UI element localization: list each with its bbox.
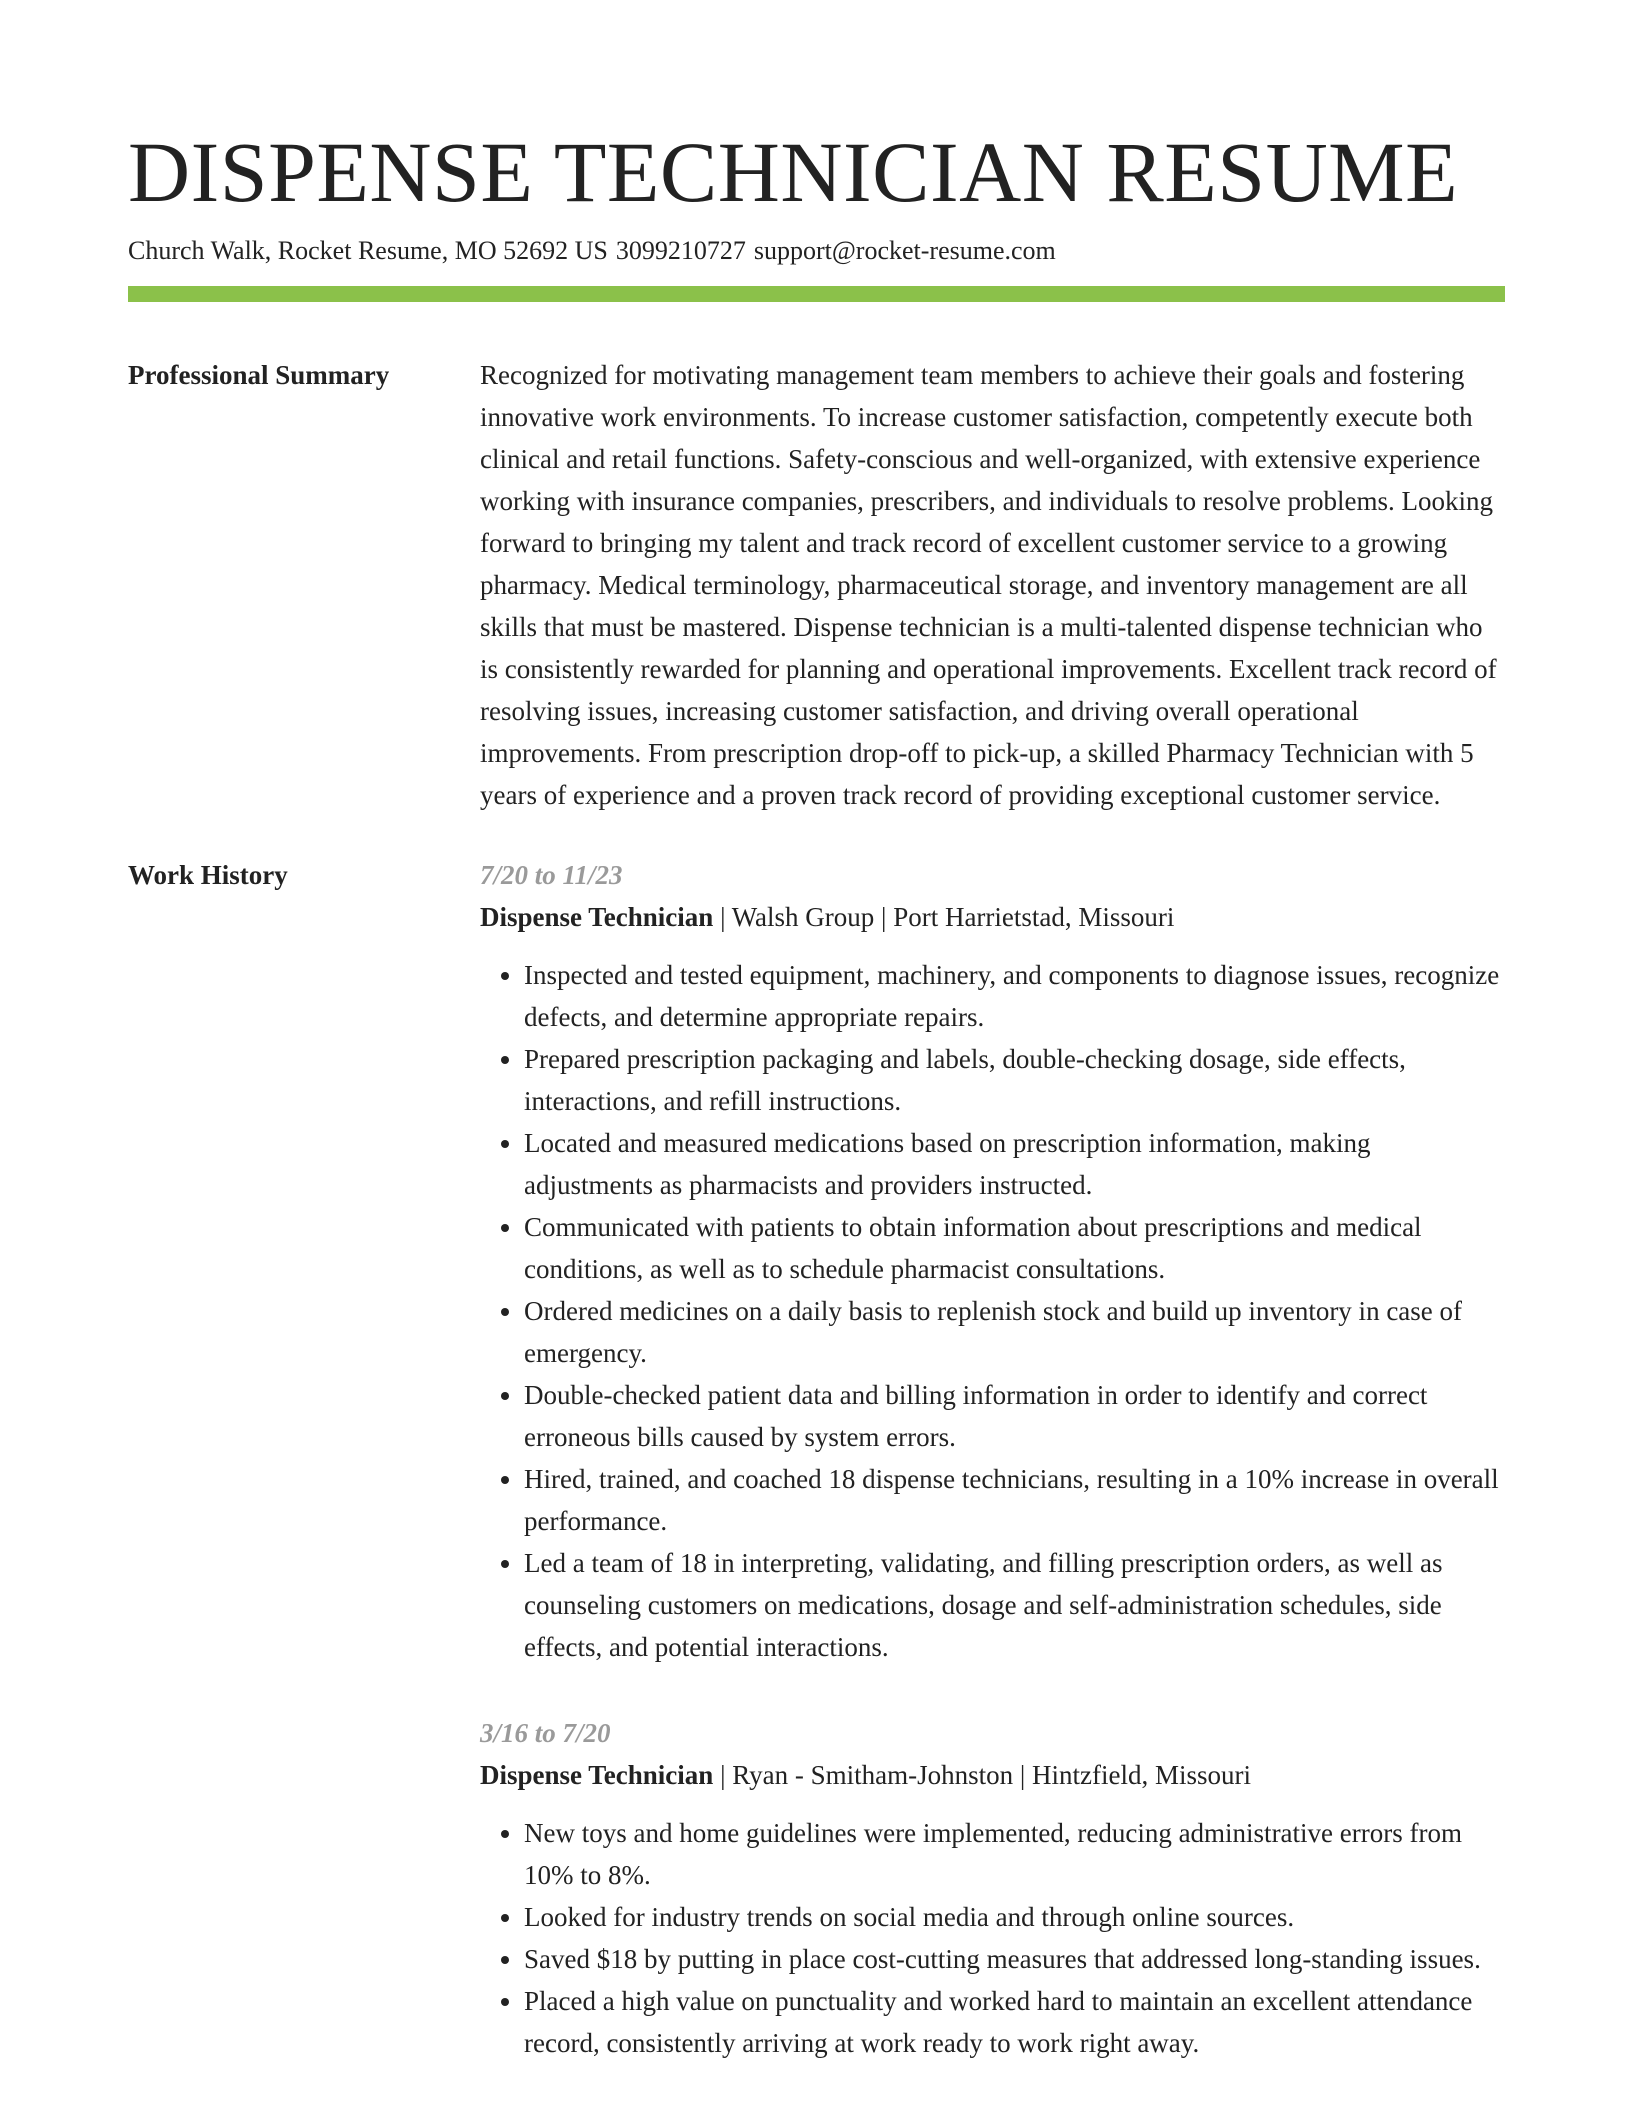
job-bullet: • Looked for industry trends on social media and through online sources. [524, 1896, 1505, 1938]
job-heading [480, 1754, 1505, 1796]
contact-email: support@rocket-resume.com [753, 236, 1056, 265]
section-label-work-history: Work History [128, 860, 288, 890]
job-bullet: • Hired, trained, and coached 18 dispense technicians, resulting in a 10% increase in overall performance. [524, 1458, 1505, 1542]
contact-line [128, 234, 1505, 268]
contact-phone: 3099210727 [615, 236, 746, 265]
work-history-section [128, 854, 1505, 2108]
job-title: Dispense Technician [480, 902, 714, 932]
job-bullet: • Prepared prescription packaging and labels, double-checking dosage, side effects, interactions, and refill instructions. [524, 1038, 1505, 1122]
summary-text: Recognized for motivating management team members to achieve their goals and fostering innovative work environments. To increase customer satisfaction, competently execute both clinical and retail functions. Safety-conscious and well-organized, with extensive experience working with insurance companies, prescribers, and individuals to resolve problems. Looking forward to bringing my talent and track record of excellent customer service to a growing pharmacy. Medical terminology, pharmaceutical storage, and inventory management are all skills that must be mastered. Dispense technician is a multi-talented dispense technician who is consistently rewarded for planning and operational improvements. Excellent track record of resolving issues, increasing customer satisfaction, and driving overall operational improvements. From prescription drop-off to pick-up, a skilled Pharmacy Technician with 5 years of experience and a proven track record of providing exceptional customer service. [480, 360, 1497, 810]
job-bullet-list [480, 1812, 1505, 2064]
job-details: | Ryan - Smitham-Johnston | Hintzfield, Missouri [713, 1760, 1252, 1790]
job-details: | Walsh Group | Port Harrietstad, Missouri [713, 902, 1175, 932]
job-bullet: • New toys and home guidelines were implemented, reducing administrative errors from 10% to 8%. [524, 1812, 1505, 1896]
job-bullet-list [480, 954, 1505, 1668]
job-heading [480, 896, 1505, 938]
job-bullet: • Placed a high value on punctuality and worked hard to maintain an excellent attendance record, consistently arriving at work ready to work right away. [524, 1980, 1505, 2064]
job-dates: 3/16 to 7/20 [480, 1718, 611, 1748]
job-bullet: • Saved $18 by putting in place cost-cutting measures that addressed long-standing issues. [524, 1938, 1505, 1980]
job-bullet: • Located and measured medications based on prescription information, making adjustments as pharmacists and providers instructed. [524, 1122, 1505, 1206]
contact-address: Church Walk, Rocket Resume, MO 52692 US [128, 236, 608, 265]
professional-summary-section [128, 354, 1505, 816]
job-entry [480, 854, 1505, 1668]
job-entry [480, 1712, 1505, 2064]
header-divider [128, 286, 1505, 302]
work-history-body [480, 854, 1505, 2108]
summary-body [480, 354, 1505, 816]
job-dates: 7/20 to 11/23 [480, 860, 623, 890]
job-title: Dispense Technician [480, 1760, 714, 1790]
job-bullet: • Ordered medicines on a daily basis to replenish stock and build up inventory in case of emergency. [524, 1290, 1505, 1374]
job-bullet: • Double-checked patient data and billing information in order to identify and correct erroneous bills caused by system errors. [524, 1374, 1505, 1458]
job-bullet: • Communicated with patients to obtain information about prescriptions and medical conditions, as well as to schedule pharmacist consultations. [524, 1206, 1505, 1290]
resume-page [128, 122, 1505, 2108]
resume-title: DISPENSE TECHNICIAN RESUME [128, 124, 1459, 220]
job-bullet: • Inspected and tested equipment, machinery, and components to diagnose issues, recognize defects, and determine appropriate repairs. [524, 954, 1505, 1038]
section-label-summary: Professional Summary [128, 360, 390, 390]
job-bullet: • Led a team of 18 in interpreting, validating, and filling prescription orders, as well as counseling customers on medications, dosage and self-administration schedules, side effects, and potential interactions. [524, 1542, 1505, 1668]
